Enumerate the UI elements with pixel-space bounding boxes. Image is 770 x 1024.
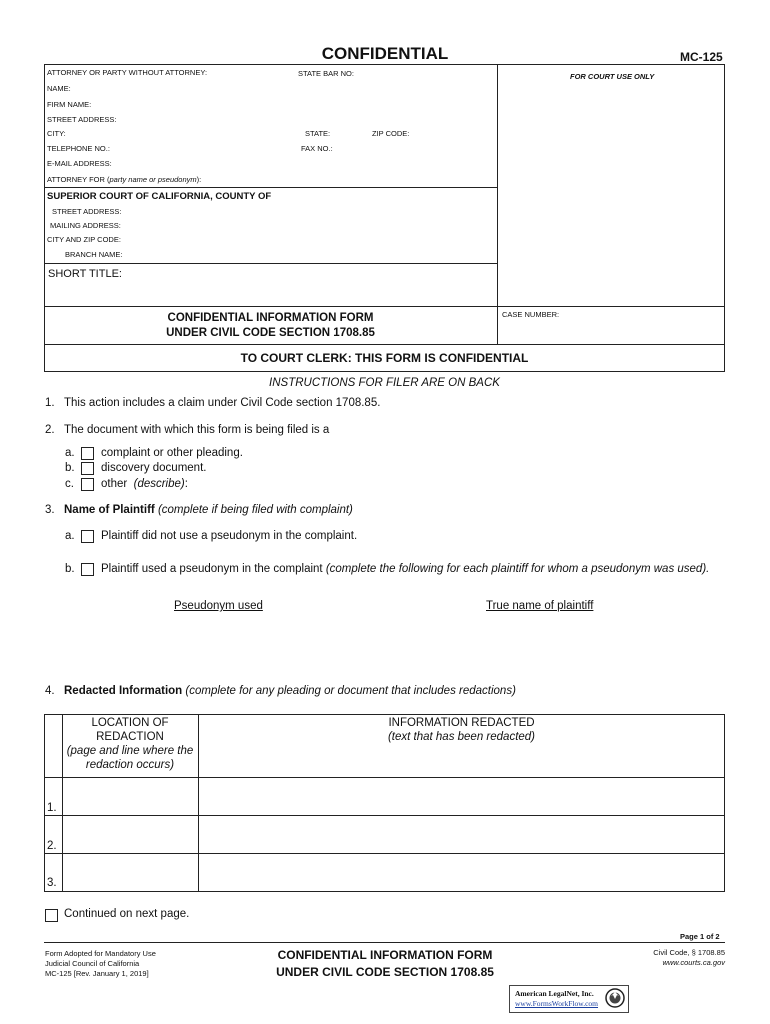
item-2-number: 2. (45, 424, 55, 436)
american-legalnet-logo: American LegalNet, Inc. www.FormsWorkFlow.com (509, 985, 629, 1013)
continued-checkbox[interactable] (45, 909, 58, 922)
footer-form-title: CONFIDENTIAL INFORMATION FORM UNDER CIVIL CODE SECTION 1708.85 (276, 948, 494, 979)
item-3b-label: Plaintiff used a pseudonym in the complaint (complete the following for each plaintiff for whom a pseudonym was used). (101, 563, 710, 575)
footer-left-block: Form Adopted for Mandatory Use Judicial Council of California MC-125 [Rev. January 1, 2019] (45, 949, 156, 978)
table-row-number: 1. (47, 802, 57, 814)
item-2a-label: complaint or other pleading. (101, 447, 243, 459)
item-1-number: 1. (45, 397, 55, 409)
instructions-note: INSTRUCTIONS FOR FILER ARE ON BACK (269, 377, 500, 389)
item-2a-checkbox[interactable] (81, 447, 94, 460)
email-field[interactable]: E-MAIL ADDRESS: (47, 159, 112, 168)
form-header-title: CONFIDENTIAL (321, 44, 449, 63)
item-4-number: 4. (45, 685, 55, 697)
item-3a-label: Plaintiff did not use a pseudonym in the complaint. (101, 530, 358, 542)
case-number-field[interactable]: CASE NUMBER: (502, 310, 560, 319)
street-address-field[interactable]: STREET ADDRESS: (47, 115, 117, 124)
item-3-number: 3. (45, 504, 55, 516)
court-city-zip-field[interactable]: CITY AND ZIP CODE: (47, 235, 121, 244)
item-2c-checkbox[interactable] (81, 478, 94, 491)
court-mailing-field[interactable]: MAILING ADDRESS: (50, 221, 121, 230)
item-2-text: The document with which this form is being filed is a (64, 424, 330, 436)
eagle-seal-icon (605, 987, 625, 1009)
item-3a-letter: a. (65, 530, 75, 542)
item-3b-checkbox[interactable] (81, 563, 94, 576)
table-row-number: 3. (47, 877, 57, 889)
table-row-number: 2. (47, 840, 57, 852)
zip-field[interactable]: ZIP CODE: (372, 129, 410, 138)
telephone-field[interactable]: TELEPHONE NO.: (47, 144, 110, 153)
item-3b-letter: b. (65, 563, 75, 575)
fax-field[interactable]: FAX NO.: (301, 144, 333, 153)
item-2c-letter: c. (65, 478, 74, 490)
item-2a-letter: a. (65, 447, 75, 459)
short-title-field[interactable]: SHORT TITLE: (48, 268, 122, 280)
court-street-field[interactable]: STREET ADDRESS: (52, 207, 122, 216)
item-2c-label[interactable]: other (describe): (101, 478, 188, 490)
footer-right-block: Civil Code, § 1708.85 www.courts.ca.gov (653, 948, 725, 967)
continued-label: Continued on next page. (64, 908, 190, 920)
location-column-header: LOCATION OF REDACTION (page and line where the redaction occurs) (66, 717, 194, 771)
state-field[interactable]: STATE: (305, 129, 331, 138)
attorney-label: ATTORNEY OR PARTY WITHOUT ATTORNEY: (47, 68, 208, 77)
state-bar-label: STATE BAR NO: (298, 69, 354, 78)
item-2b-checkbox[interactable] (81, 462, 94, 475)
item-4-heading: Redacted Information (complete for any pleading or document that includes redactions) (64, 685, 516, 697)
true-name-column-header: True name of plaintiff (486, 600, 594, 612)
attorney-for-field[interactable]: ATTORNEY FOR (party name or pseudonym): (47, 175, 202, 184)
item-1-text: This action includes a claim under Civil Code section 1708.85. (64, 397, 381, 409)
court-title: SUPERIOR COURT OF CALIFORNIA, COUNTY OF (47, 191, 272, 202)
clerk-notice: TO COURT CLERK: THIS FORM IS CONFIDENTIAL (240, 351, 529, 365)
item-2b-label: discovery document. (101, 462, 207, 474)
page-number: Page 1 of 2 (680, 932, 720, 941)
forms-workflow-link[interactable]: www.FormsWorkFlow.com (515, 999, 599, 1008)
item-3-heading: Name of Plaintiff (complete if being filed with complaint) (64, 504, 353, 516)
court-branch-field[interactable]: BRANCH NAME: (65, 250, 123, 259)
name-field[interactable]: NAME: (47, 84, 71, 93)
court-use-label: FOR COURT USE ONLY (570, 72, 655, 81)
pseudonym-column-header: Pseudonym used (174, 600, 263, 612)
item-2b-letter: b. (65, 462, 75, 474)
info-redacted-column-header: INFORMATION REDACTED (text that has been redacted) (387, 717, 536, 743)
form-number: MC-125 (680, 50, 723, 64)
firm-name-field[interactable]: FIRM NAME: (47, 100, 92, 109)
item-3a-checkbox[interactable] (81, 530, 94, 543)
form-title-box: CONFIDENTIAL INFORMATION FORM UNDER CIVIL CODE SECTION 1708.85 (166, 312, 375, 339)
city-field[interactable]: CITY: (47, 129, 66, 138)
